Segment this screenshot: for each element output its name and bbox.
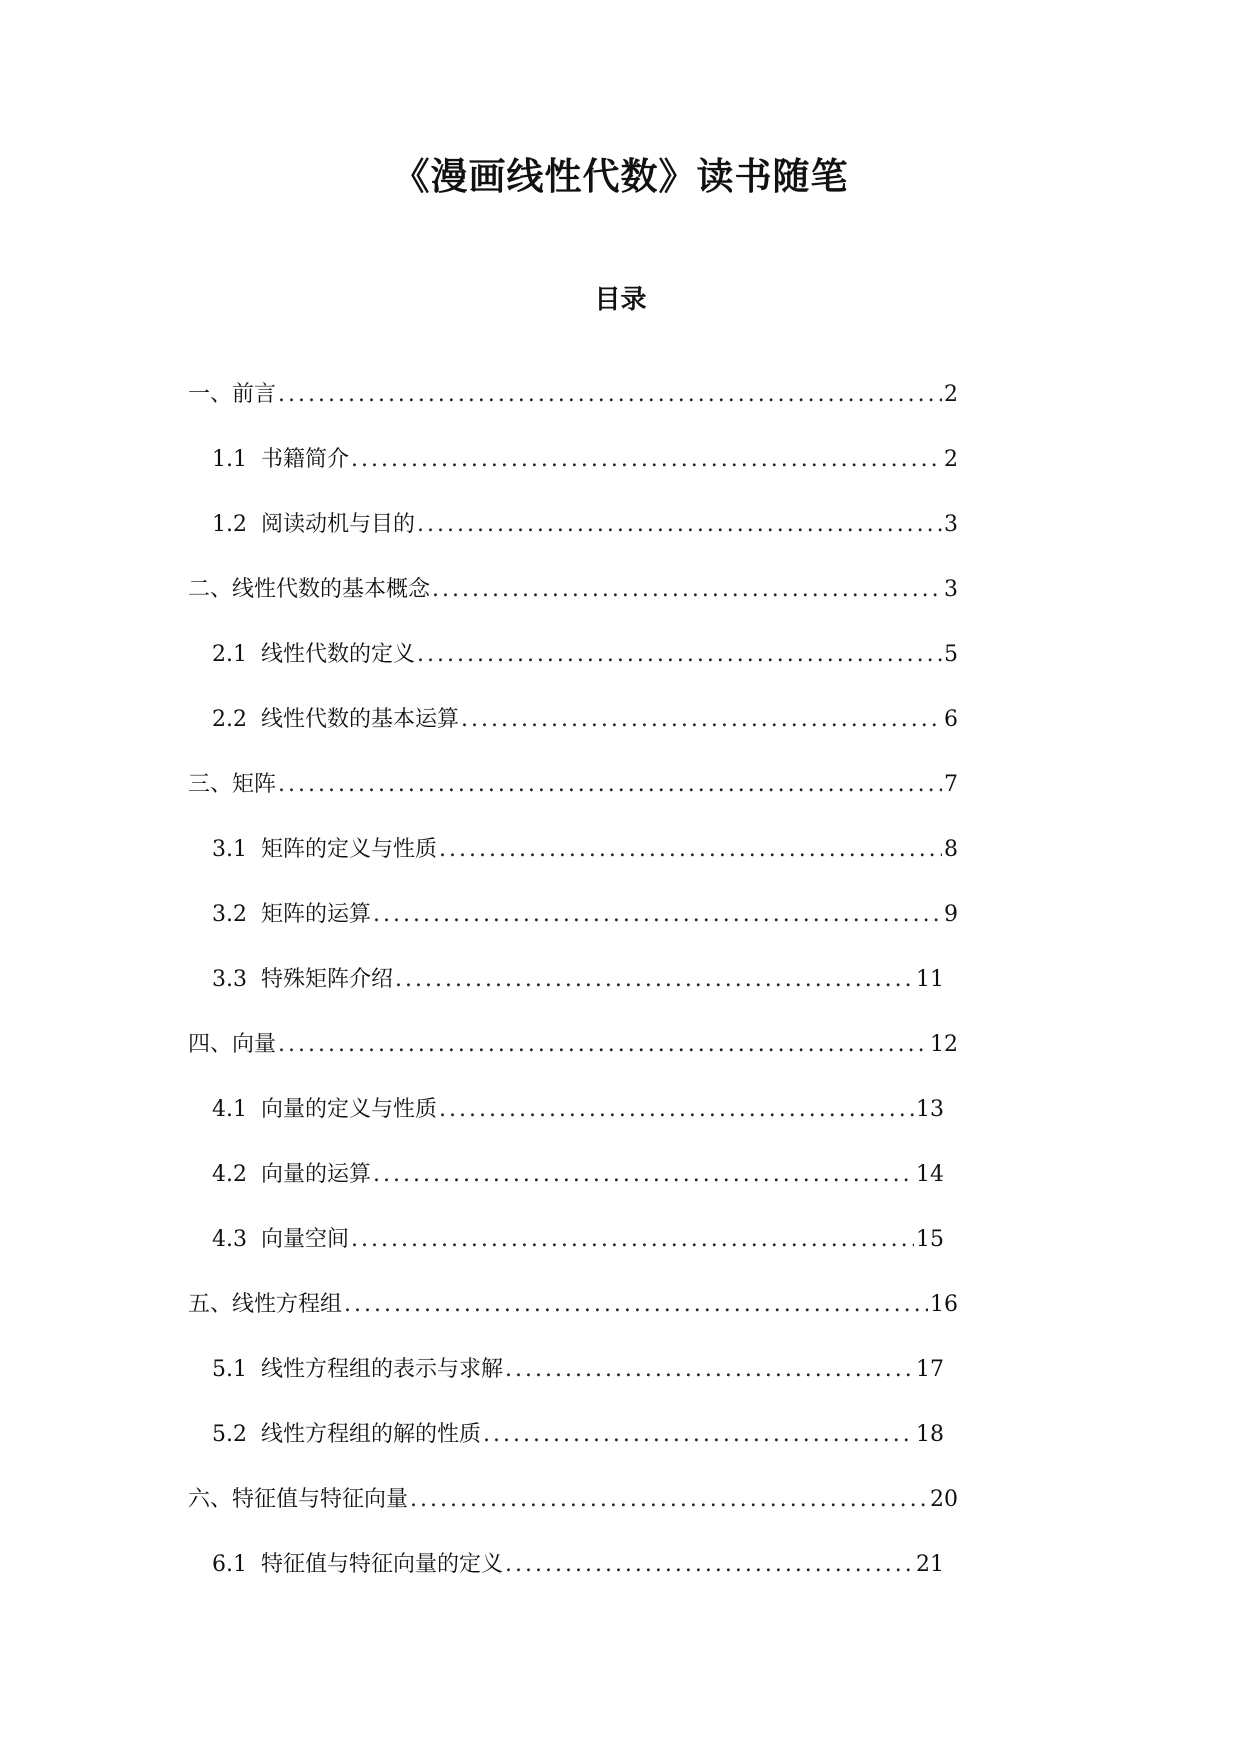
- toc-page-number: 12: [930, 1032, 958, 1057]
- toc-entry-number: 4.2: [212, 1162, 247, 1187]
- toc-entry-number: 3.3: [212, 967, 247, 992]
- toc-entry-number: 2.2: [212, 707, 247, 732]
- toc-chapter-entry[interactable]: [188, 380, 958, 445]
- toc-entry-label: 特殊矩阵介绍: [261, 967, 394, 992]
- toc-page-number: 9: [944, 902, 958, 927]
- toc-page-number: 13: [916, 1097, 944, 1122]
- toc-chapter-entry[interactable]: [188, 1030, 958, 1095]
- toc-dot-leader: [439, 835, 942, 865]
- toc-dot-leader: [461, 705, 942, 735]
- toc-entry-number: 4.1: [212, 1097, 247, 1122]
- toc-entry-label: 向量的运算: [261, 1162, 372, 1187]
- toc-dot-leader: [351, 445, 942, 475]
- toc-section-entry[interactable]: [188, 900, 958, 965]
- toc-dot-leader: [432, 575, 942, 605]
- toc-section-entry[interactable]: [188, 1160, 944, 1225]
- toc-dot-leader: [373, 1160, 914, 1190]
- toc-entry-label: 书籍简介: [261, 447, 350, 472]
- toc-page-number: 15: [916, 1227, 944, 1252]
- toc-page-number: 2: [944, 382, 958, 407]
- toc-entry-label: 一、前言: [188, 382, 277, 407]
- toc-entry-label: 线性方程组的解的性质: [261, 1422, 482, 1447]
- toc-page-number: 7: [944, 772, 958, 797]
- toc-entry-number: 5.1: [212, 1357, 247, 1382]
- toc-dot-leader: [410, 1485, 928, 1515]
- toc-entry-number: 5.2: [212, 1422, 247, 1447]
- toc-entry-label: 线性方程组的表示与求解: [261, 1357, 504, 1382]
- toc-page-number: 6: [944, 707, 958, 732]
- toc-section-entry[interactable]: [188, 445, 958, 510]
- toc-entry-number: 2.1: [212, 642, 247, 667]
- toc-chapter-entry[interactable]: [188, 1290, 958, 1355]
- toc-dot-leader: [417, 510, 942, 540]
- toc-dot-leader: [278, 1030, 928, 1060]
- toc-page-number: 5: [944, 642, 958, 667]
- toc-dot-leader: [344, 1290, 928, 1320]
- toc-dot-leader: [483, 1420, 914, 1450]
- toc-page-number: 17: [916, 1357, 944, 1382]
- toc-page-number: 3: [944, 577, 958, 602]
- toc-entry-label: 特征值与特征向量的定义: [261, 1552, 504, 1577]
- toc-entry-number: 6.1: [212, 1552, 247, 1577]
- toc-dot-leader: [417, 640, 942, 670]
- toc-entry-number: 3.2: [212, 902, 247, 927]
- toc-entry-label: 矩阵的定义与性质: [261, 837, 438, 862]
- toc-entry-label: 矩阵的运算: [261, 902, 372, 927]
- toc-page-number: 16: [930, 1292, 958, 1317]
- toc-dot-leader: [278, 380, 942, 410]
- toc-heading: 目录: [594, 285, 647, 315]
- toc-page-number: 14: [916, 1162, 944, 1187]
- toc-chapter-entry[interactable]: [188, 575, 958, 640]
- toc-page-number: 2: [944, 447, 958, 472]
- toc-dot-leader: [351, 1225, 914, 1255]
- document-title: 《漫画线性代数》读书随笔: [392, 154, 849, 198]
- toc-entry-number: 1.1: [212, 447, 247, 472]
- toc-entry-number: 3.1: [212, 837, 247, 862]
- toc-section-entry[interactable]: [188, 510, 958, 575]
- toc-page-number: 8: [944, 837, 958, 862]
- toc-page-number: 20: [930, 1487, 958, 1512]
- toc-section-entry[interactable]: [188, 640, 958, 705]
- toc-entry-label: 二、线性代数的基本概念: [188, 577, 431, 602]
- toc-page-number: 3: [944, 512, 958, 537]
- toc-entry-label: 四、向量: [188, 1032, 277, 1057]
- toc-entry-label: 线性代数的定义: [261, 642, 416, 667]
- toc-entry-label: 六、特征值与特征向量: [188, 1487, 409, 1512]
- toc-entry-label: 向量的定义与性质: [261, 1097, 438, 1122]
- toc-entry-label: 阅读动机与目的: [261, 512, 416, 537]
- toc-page-number: 18: [916, 1422, 944, 1447]
- table-of-contents: [188, 380, 958, 1615]
- toc-chapter-entry[interactable]: [188, 770, 958, 835]
- toc-dot-leader: [373, 900, 942, 930]
- toc-entry-label: 线性代数的基本运算: [261, 707, 460, 732]
- toc-entry-label: 向量空间: [261, 1227, 350, 1252]
- toc-entry-label: 五、线性方程组: [188, 1292, 343, 1317]
- toc-entry-label: 三、矩阵: [188, 772, 277, 797]
- toc-dot-leader: [395, 965, 914, 995]
- toc-section-entry[interactable]: [188, 965, 944, 1030]
- toc-entry-number: 1.2: [212, 512, 247, 537]
- toc-chapter-entry[interactable]: [188, 1485, 958, 1550]
- toc-dot-leader: [505, 1550, 914, 1580]
- toc-section-entry[interactable]: [188, 705, 958, 770]
- toc-page-number: 11: [916, 967, 944, 992]
- toc-dot-leader: [439, 1095, 914, 1125]
- toc-section-entry[interactable]: [188, 835, 958, 900]
- toc-dot-leader: [278, 770, 942, 800]
- toc-entry-number: 4.3: [212, 1227, 247, 1252]
- toc-section-entry[interactable]: [188, 1550, 944, 1615]
- toc-page-number: 21: [916, 1552, 944, 1577]
- toc-section-entry[interactable]: [188, 1420, 944, 1485]
- toc-section-entry[interactable]: [188, 1225, 944, 1290]
- toc-section-entry[interactable]: [188, 1355, 944, 1420]
- toc-section-entry[interactable]: [188, 1095, 944, 1160]
- toc-dot-leader: [505, 1355, 914, 1385]
